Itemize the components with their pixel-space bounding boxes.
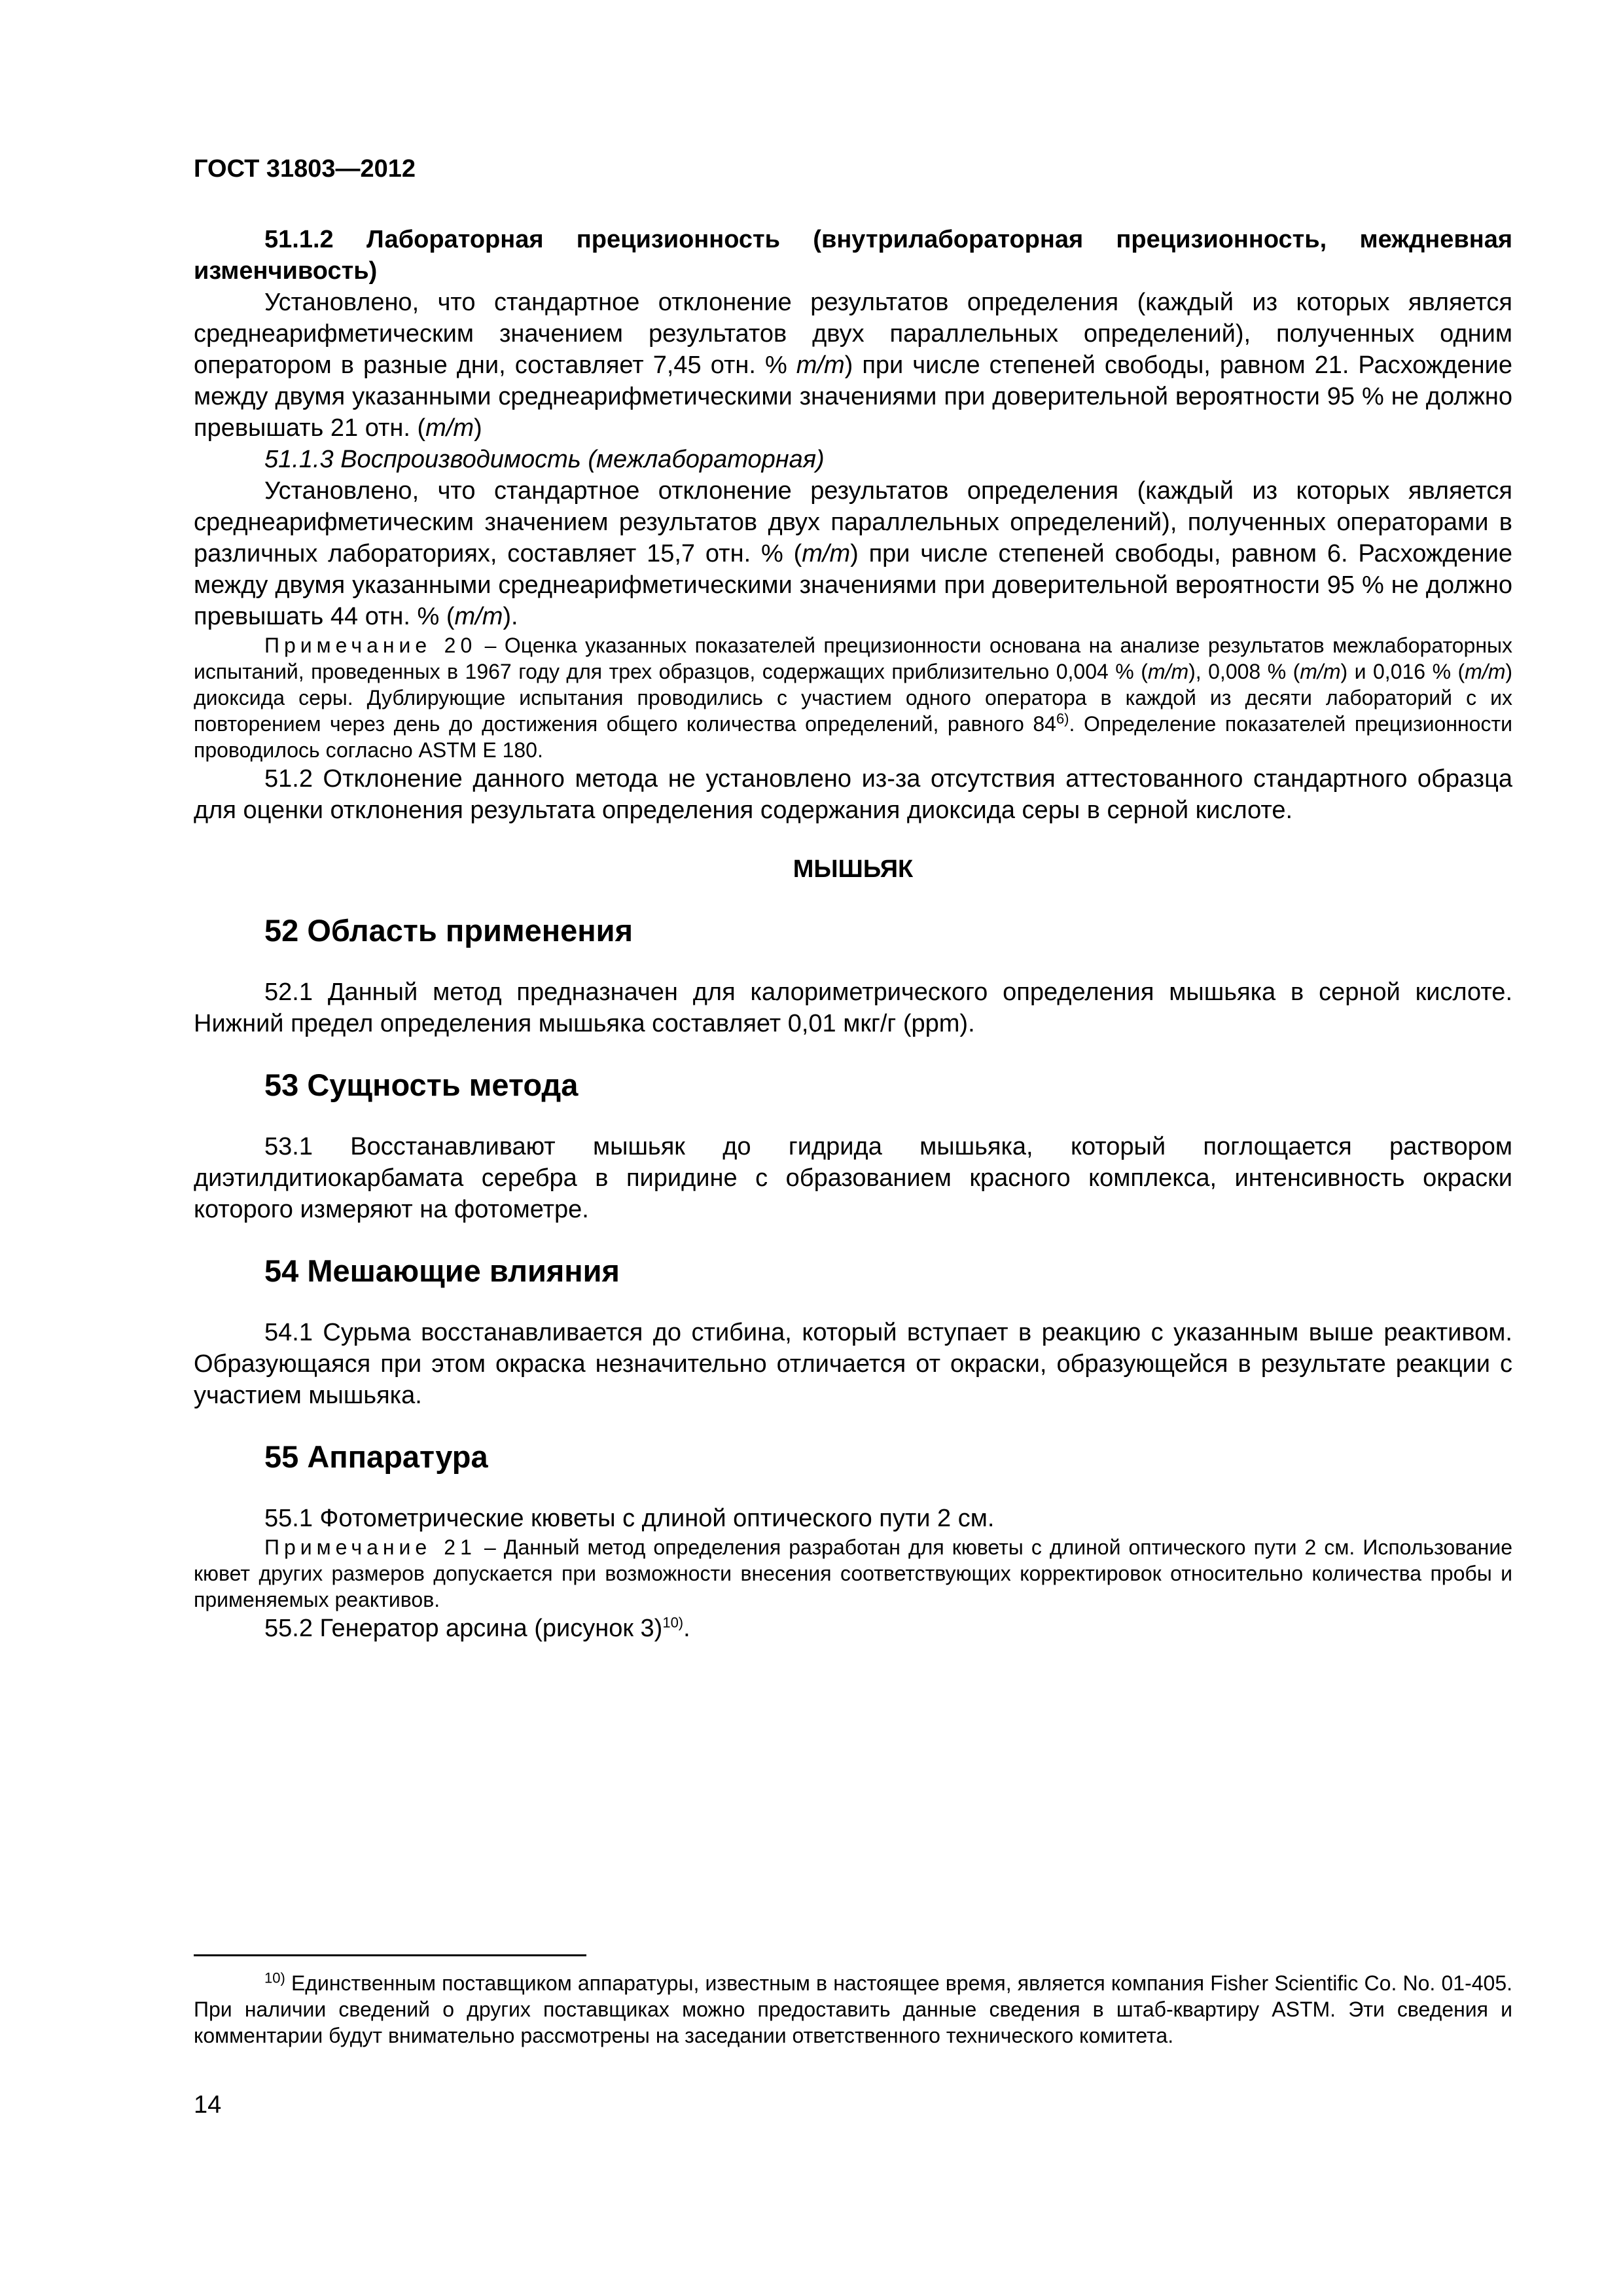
footnote-ref-6: 6) <box>1056 710 1069 727</box>
arsenic-title: МЫШЬЯК <box>793 855 914 883</box>
page-header: ГОСТ 31803—2012 <box>194 155 416 183</box>
section-51-2-text: 51.2 Отклонение данного метода не установлено из-за отсутствия аттестованного стандартного образца для оценки отклонения результата определения содержания диоксида серы в серной кислоте. <box>194 765 1512 824</box>
section-53-heading: 53 Сущность метода <box>264 1067 579 1102</box>
section-52-text: 52.1 Данный метод предназначен для калориметрического определения мышьяка в серной кислоте. Нижний предел определения мышьяка составляет 0,01 мкг/г (ppm). <box>194 978 1512 1037</box>
section-51-1-2-heading: 51.1.2 Лабораторная прецизионность (внутрилабораторная прецизионность, междневная изменчивость) <box>194 226 1512 285</box>
page-number: 14 <box>194 2091 222 2119</box>
document-page <box>194 144 1512 2258</box>
footnote-ref-10: 10) <box>662 1614 684 1631</box>
section-52-heading: 52 Область применения <box>264 913 633 948</box>
footnote-10: $^{10)}$ Единственным поставщиком аппаратуры, известным в настоящее время, является компания Fisher Scientific Co. No. 01-405. При наличии сведений о других поставщиках можно предоставить данные сведения в штаб-квартиру ASTM. Эти сведения и комментарии будут внимательно рассмотрены на заседании ответственного технического комитета. <box>194 1969 1512 2047</box>
section-55-heading: 55 Аппаратура <box>264 1439 488 1474</box>
section-54-heading: 54 Мешающие влияния <box>264 1253 620 1288</box>
section-55-1-text: 55.1 Фотометрические кюветы с длиной оптического пути 2 см. <box>264 1505 995 1532</box>
section-51-1-2-text: Установлено, что стандартное отклонение результатов определения (каждый из которых является среднеарифметическим значением результатов двух параллельных определений), полученных одним оператором в разные дни, составляет 7,45 отн. % m/m) при числе степеней свободы, равном 21. Расхождение между двумя указанными среднеарифметическими значениями при доверительной вероятности 95 % не должно превышать 21 отн. (m/m) <box>194 289 1513 442</box>
note-21: Примечание 21 – Данный метод определения разработан для кюветы с длиной оптического пути 2 см. Использование кювет других размеров допускается при возможности внесения соответствующих корректировок относительно количества пробы и применяемых реактивов. <box>194 1535 1512 1611</box>
footnote-divider <box>194 1954 586 1956</box>
section-53-text: 53.1 Восстанавливают мышьяк до гидрида мышьяка, который поглощается раствором диэтилдитиокарбамата серебра в пиридине с образованием красного комплекса, интенсивность окраски которого измеряют на фотометре. <box>194 1133 1512 1223</box>
section-54-text: 54.1 Сурьма восстанавливается до стибина, который вступает в реакцию с указанным выше реактивом. Образующаяся при этом окраска незначительно отличается от окраски, образующейся в результате реакции с участием мышьяка. <box>194 1319 1512 1409</box>
section-51-1-3-heading: 51.1.3 Воспроизводимость (межлабораторная) <box>264 446 825 473</box>
section-55-2-text: 55.2 Генератор арсина (рисунок 3)$^{10)}$. <box>264 1614 690 1642</box>
section-51-1-3-text: Установлено, что стандартное отклонение результатов определения (каждый из которых является среднеарифметическим значением результатов двух параллельных определений), полученных операторами в различных лабораториях, составляет 15,7 отн. % (m/m) при числе степеней свободы, равном 6. Расхождение между двумя указанными среднеарифметическими значениями при доверительной вероятности 95 % не должно превышать 44 отн. % (m/m). <box>194 477 1512 630</box>
note-20: Примечание 20 – Оценка указанных показателей прецизионности основана на анализе результатов межлабораторных испытаний, проведенных в 1967 году для трех образцов, содержащих приблизительно 0,004 % (m/m), 0,008 % (m/m) и 0,016 % (m/m) диоксида серы. Дублирующие испытания проводились с участием одного оператора в каждой из десяти лабораторий с их повторением через день до достижения общего количества определений, равного 84$^{6)}$. Определение показателей прецизионности проводилось согласно ASTM E 180. <box>194 634 1513 762</box>
